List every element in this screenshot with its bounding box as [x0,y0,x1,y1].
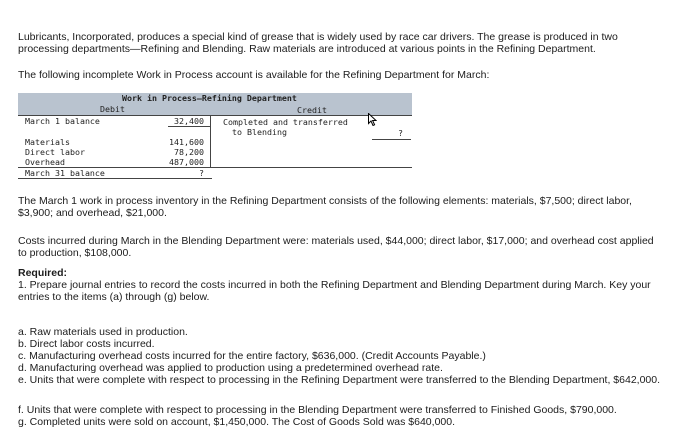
debit-row-label: Overhead [25,157,65,167]
intro-paragraph: Lubricants, Incorporated, produces a special kind of grease that is widely used by race car drivers. The grease is produced in two processing departments—Refining and Blending. Raw materials are introduced at various points in the Refining Department. [18,31,618,55]
debit-row-label: Materials [25,137,70,147]
list-item: d. Manufacturing overhead was applied to production using a predetermined overhead rate. [18,362,443,374]
credit-row-label-continued: to Blending [232,127,287,137]
mouse-pointer-icon [368,113,377,129]
debit-row-label: March 1 balance [25,116,100,126]
required-heading: Required: [18,267,68,279]
ending-balance-rule [18,178,212,179]
list-item: b. Direct labor costs incurred. [18,338,155,350]
list-item: e. Units that were complete with respect to processing in the Refining Department were transferred to the Blending Department, $642,000. [18,374,661,386]
list-item: f. Units that were complete with respect to processing in the Blending Department were transferred to Finished Goods, $790,000. [18,404,617,416]
credit-label: Credit [297,105,327,115]
credit-value-rule [372,139,411,140]
debit-row-value: 32,400 [174,116,204,126]
debit-row-value: ? [199,168,204,178]
refining-inventory-paragraph: The March 1 work in process inventory in the Refining Department consists of the following elements: materials, $7,500; direct labor, $3,900; and overhead, $21,000. [18,195,632,219]
blending-costs-paragraph: Costs incurred during March in the Blending Department were: materials used, $44,000; direct labor, $17,000; and overhead cost applied to production, $108,000. [18,235,654,259]
list-item: c. Manufacturing overhead costs incurred for the entire factory, $636,000. (Credit Accounts Payable.) [18,350,486,362]
debit-row-value: 141,600 [169,137,204,147]
debit-label: Debit [100,104,125,114]
credit-row-label: Completed and transferred [223,117,348,127]
debit-row-value: 78,200 [174,147,204,157]
debit-row-label: March 31 balance [25,168,105,178]
list-item: a. Raw materials used in production. [18,326,188,338]
t-account-title: Work in Process—Refining Department [122,93,297,103]
list-item: g. Completed units were sold on account, $1,450,000. The Cost of Goods Sold was $640,000. [18,416,456,428]
t-account-bottom-rule-right [210,167,412,168]
credit-row-value: ? [398,128,403,138]
debit-row-label: Direct labor [25,147,85,157]
t-account-center-rule [210,116,211,168]
intro-account-sentence: The following incomplete Work in Process account is available for the Refining Department for March: [18,69,490,81]
required-instructions: 1. Prepare journal entries to record the costs incurred in both the Refining Department and Blending Department during March. Key your entries to the items (a) through (g) below. [18,279,651,303]
debit-row-value: 487,000 [169,157,204,167]
balance-rule [168,126,210,127]
